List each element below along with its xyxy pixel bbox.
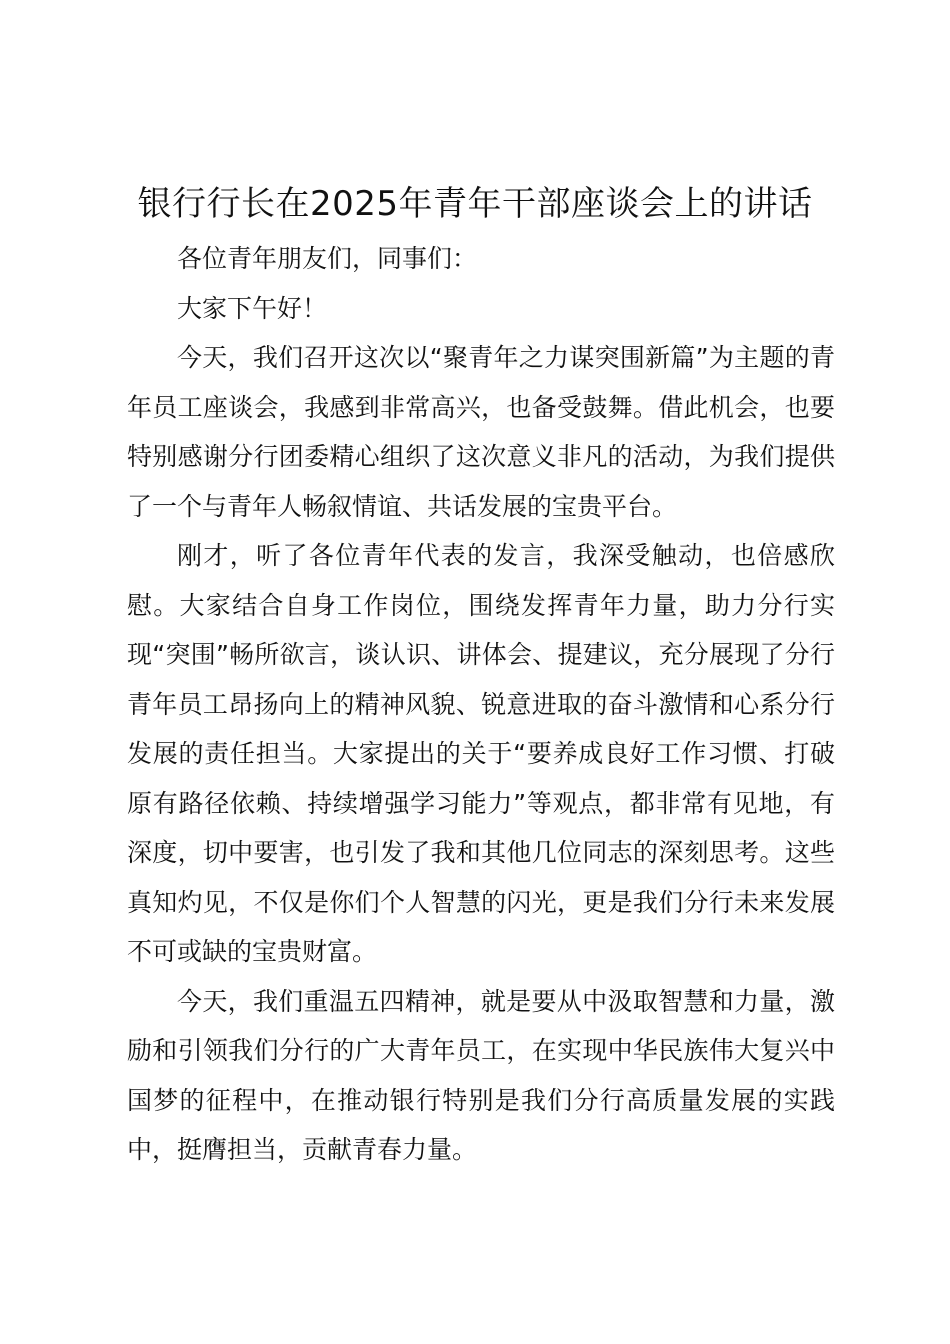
document-body — [127, 234, 835, 1175]
paragraph-opening: 今天，我们召开这次以“聚青年之力谋突围新篇”为主题的青年员工座谈会，我感到非常高兴，也备受鼓舞。借此机会，也要特别感谢分行团委精心组织了这次意义非凡的活动，为我们提供了一个与青年人畅叙情谊、共话发展的宝贵平台。 — [127, 343, 835, 521]
paragraph-may-fourth-spirit: 今天，我们重温五四精神，就是要从中汲取智慧和力量，激励和引领我们分行的广大青年员工，在实现中华民族伟大复兴中国梦的征程中，在推动银行特别是我们分行高质量发展的实践中，挺膺担当，贡献青春力量。 — [127, 986, 835, 1164]
paragraph-greeting: 大家下午好！ — [177, 293, 328, 323]
paragraph-feedback: 刚才，听了各位青年代表的发言，我深受触动，也倍感欣慰。大家结合自身工作岗位，围绕发挥青年力量，助力分行实现“突围”畅所欲言，谈认识、讲体会、提建议，充分展现了分行青年员工昂扬向上的精神风貌、锐意进取的奋斗激情和心系分行发展的责任担当。大家提出的关于“要养成良好工作习惯、打破原有路径依赖、持续增强学习能力”等观点，都非常有见地，有深度，切中要害，也引发了我和其他几位同志的深刻思考。这些真知灼见，不仅是你们个人智慧的闪光，更是我们分行未来发展不可或缺的宝贵财富。 — [127, 541, 835, 966]
document-title: 银行行长在2025年青年干部座谈会上的讲话 — [137, 184, 813, 224]
paragraph-salutation: 各位青年朋友们，同事们： — [177, 244, 478, 273]
